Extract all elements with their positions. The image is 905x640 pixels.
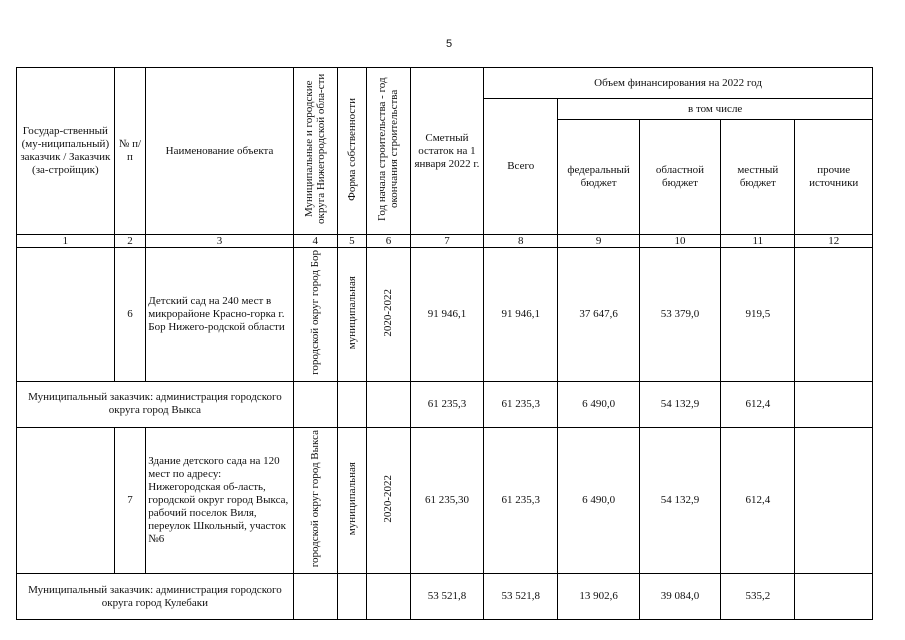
header-ownership-cell (337, 68, 367, 235)
row7-years-cell (367, 427, 411, 573)
sum-vyksa-other (795, 381, 873, 427)
header-years-cell (367, 68, 411, 235)
col-num-5: 5 (337, 235, 367, 248)
col-num-2: 2 (114, 235, 146, 248)
sum-kulebaki-municipal (293, 574, 337, 620)
page-number: 5 (446, 38, 453, 50)
row6-ownership: муниципальная (345, 275, 358, 350)
col-num-12: 12 (795, 235, 873, 248)
row6-ownership-cell (337, 248, 367, 382)
table-row (17, 427, 873, 573)
header-regional: областной бюджет (639, 120, 720, 235)
sum-kulebaki-label: Муниципальный заказчик: администрация городского округа город Кулебаки (17, 574, 294, 620)
row6-estimate: 91 946,1 (410, 248, 483, 382)
row7-num: 7 (114, 427, 146, 573)
header-municipal: Муниципальные и городские округа Нижегородской обла-сти (303, 73, 328, 225)
sum-vyksa-local: 612,4 (721, 381, 795, 427)
sum-vyksa-years (367, 381, 411, 427)
row7-total: 61 235,3 (484, 427, 558, 573)
sum-kulebaki-other (795, 574, 873, 620)
header-local: местный бюджет (721, 120, 795, 235)
row7-years: 2020-2022 (382, 474, 395, 523)
row6-municipal: городской округ город Бор (309, 250, 322, 375)
header-years: Год начала строительства - год окончания строительства (376, 77, 401, 221)
header-federal: федеральный бюджет (558, 120, 639, 235)
header-object-name: Наименование объекта (146, 68, 294, 235)
sum-vyksa-federal: 6 490,0 (558, 381, 639, 427)
header-funding: Объем финансирования на 2022 год (484, 68, 873, 99)
sum-kulebaki-years (367, 574, 411, 620)
column-numbers-row (17, 235, 873, 248)
sum-vyksa-estimate: 61 235,3 (410, 381, 483, 427)
row7-municipal-cell (293, 427, 337, 573)
table-row (17, 574, 873, 620)
header-ownership: Форма собственности (345, 97, 358, 201)
sum-kulebaki-local: 535,2 (721, 574, 795, 620)
row7-name: Здание детского сада на 120 мест по адресу: Нижегородская об-ласть, городской округ город Выкса, рабочий поселок Виля, переулок Школьный, участок №6 (146, 427, 294, 573)
row7-local: 612,4 (721, 427, 795, 573)
header-including: в том числе (558, 99, 873, 120)
header-customer: Государ-ственный (му-ниципальный) заказчик / Заказчик (за-стройщик) (17, 68, 115, 235)
header-municipal-cell (293, 68, 337, 235)
row6-num: 6 (114, 248, 146, 382)
row7-municipal: городской округ город Выкса (309, 429, 322, 568)
col-num-7: 7 (410, 235, 483, 248)
sum-vyksa-municipal (293, 381, 337, 427)
header-estimate: Сметный остаток на 1 января 2022 г. (410, 68, 483, 235)
row6-years-cell (367, 248, 411, 382)
sum-vyksa-total: 61 235,3 (484, 381, 558, 427)
row7-regional: 54 132,9 (639, 427, 720, 573)
row7-ownership-cell (337, 427, 367, 573)
header-num: № п/п (114, 68, 146, 235)
col-num-6: 6 (367, 235, 411, 248)
header-total: Всего (484, 99, 558, 235)
sum-vyksa-ownership (337, 381, 367, 427)
sum-kulebaki-ownership (337, 574, 367, 620)
row6-regional: 53 379,0 (639, 248, 720, 382)
row7-other (795, 427, 873, 573)
row7-ownership: муниципальная (345, 461, 358, 536)
col-num-8: 8 (484, 235, 558, 248)
table-row (17, 248, 873, 382)
col-num-11: 11 (721, 235, 795, 248)
row7-customer (17, 427, 115, 573)
row6-customer (17, 248, 115, 382)
row6-municipal-cell (293, 248, 337, 382)
sum-kulebaki-total: 53 521,8 (484, 574, 558, 620)
row6-local: 919,5 (721, 248, 795, 382)
header-row-1 (17, 68, 873, 99)
sum-kulebaki-regional: 39 084,0 (639, 574, 720, 620)
header-other: прочие источники (795, 120, 873, 235)
col-num-1: 1 (17, 235, 115, 248)
col-num-9: 9 (558, 235, 639, 248)
row7-estimate: 61 235,30 (410, 427, 483, 573)
sum-kulebaki-estimate: 53 521,8 (410, 574, 483, 620)
col-num-4: 4 (293, 235, 337, 248)
row6-federal: 37 647,6 (558, 248, 639, 382)
row6-name: Детский сад на 240 мест в микрорайоне Красно-горка г. Бор Нижего-родской области (146, 248, 294, 382)
financing-table (16, 67, 873, 620)
table-row (17, 381, 873, 427)
row6-total: 91 946,1 (484, 248, 558, 382)
col-num-10: 10 (639, 235, 720, 248)
row6-years: 2020-2022 (382, 288, 395, 337)
col-num-3: 3 (146, 235, 294, 248)
row7-federal: 6 490,0 (558, 427, 639, 573)
sum-vyksa-regional: 54 132,9 (639, 381, 720, 427)
row6-other (795, 248, 873, 382)
sum-kulebaki-federal: 13 902,6 (558, 574, 639, 620)
sum-vyksa-label: Муниципальный заказчик: администрация городского округа город Выкса (17, 381, 294, 427)
